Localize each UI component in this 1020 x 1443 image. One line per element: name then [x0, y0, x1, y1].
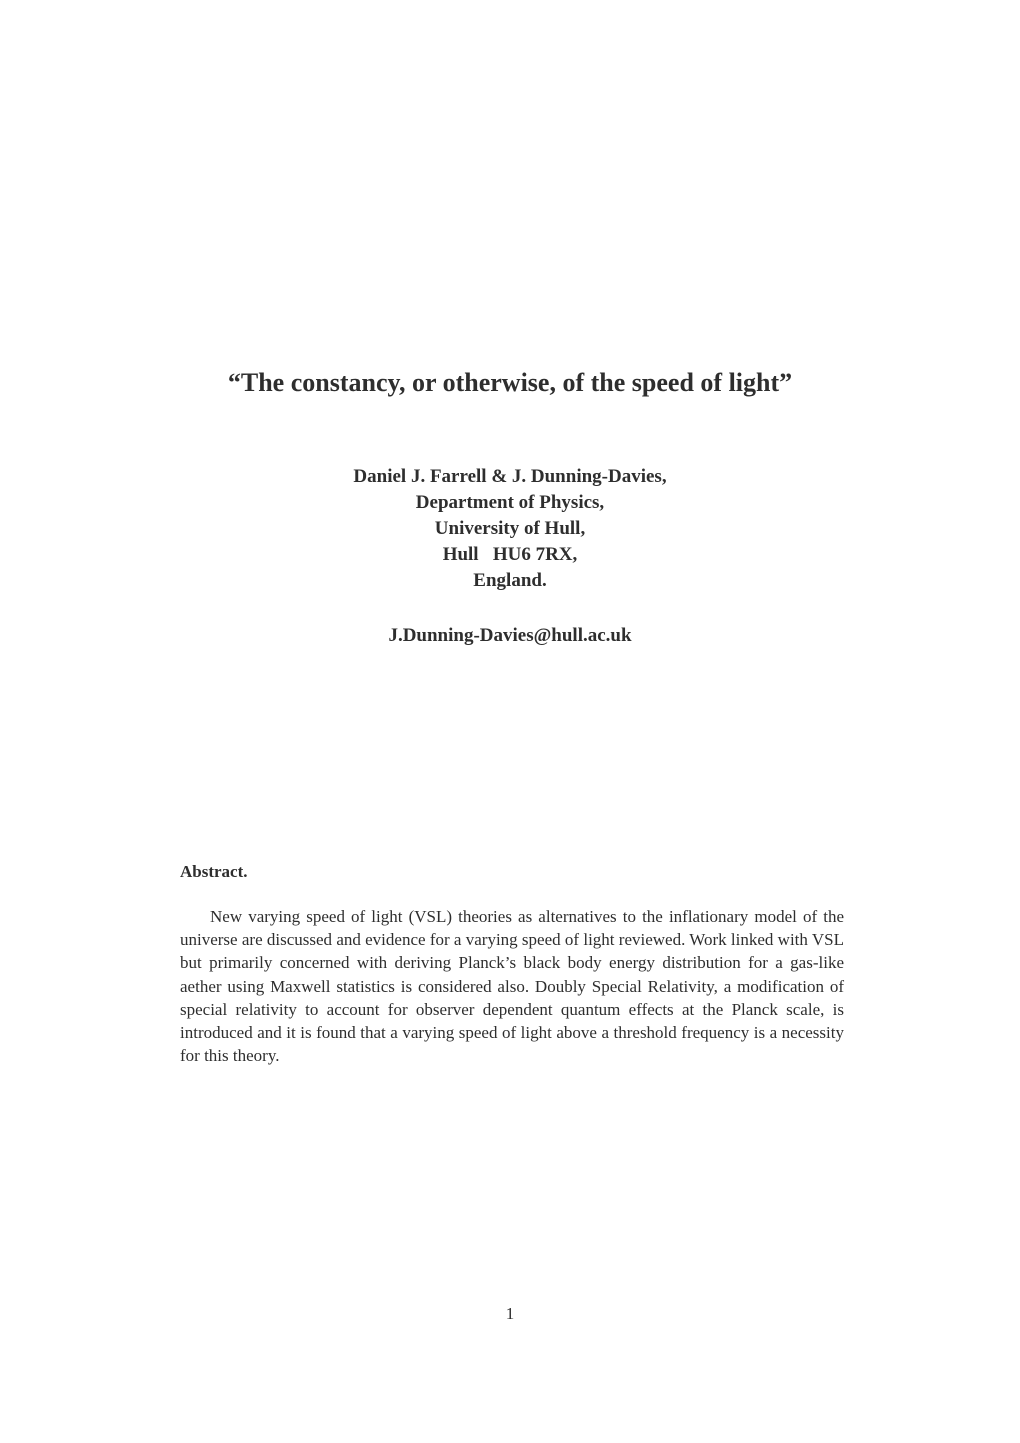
page-number: 1 [505, 1304, 515, 1323]
affiliation-line-university: University of Hull, [434, 518, 586, 539]
affiliation-line-country: England. [473, 570, 547, 591]
affiliation-line-city-postcode: Hull HU6 7RX, [442, 544, 578, 565]
affiliation-line-department: Department of Physics, [415, 492, 605, 513]
paper-title: “The constancy, or otherwise, of the speed of light” [227, 368, 793, 397]
abstract-heading: Abstract. [180, 862, 248, 881]
abstract-text: New varying speed of light (VSL) theories as alternatives to the inflationary model of the universe are discussed and evidence for a varying speed of light reviewed. Work linked with VSL but primarily concerned with deriving Planck’s black body energy distribution for a gas-like aether using Maxwell statistics is considered also. Doubly Special Relativity, a modification of special relativity to account for observer dependent quantum effects at the Planck scale, is introduced and it is found that a varying speed of light above a threshold frequency is a necessity for this theory. [180, 907, 844, 1066]
author-names: Daniel J. Farrell & J. Dunning-Davies, [353, 466, 667, 487]
author-email: J.Dunning-Davies@hull.ac.uk [388, 625, 632, 646]
author-block [0, 464, 1020, 594]
